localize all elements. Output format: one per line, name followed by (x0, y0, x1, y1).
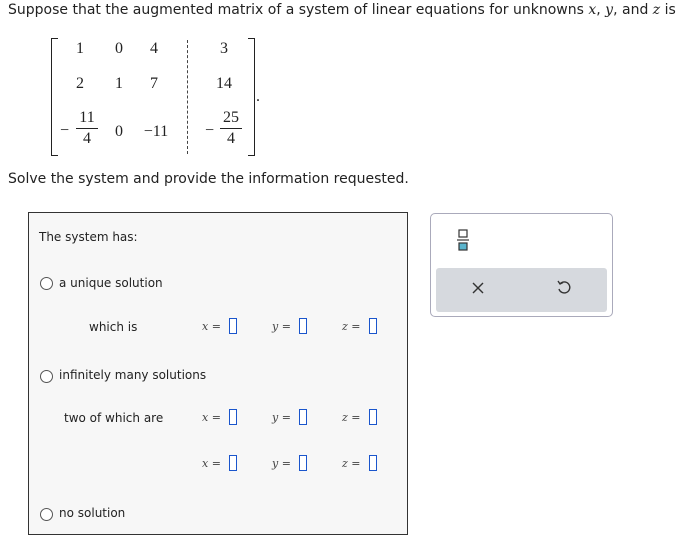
augment-divider (187, 40, 188, 154)
matrix-r3-c1-sign: − (60, 122, 70, 139)
clear-button[interactable] (466, 278, 490, 302)
matrix-r2-c1: 2 (76, 75, 84, 92)
problem-prompt: Suppose that the augmented matrix of a system of linear equations for unknowns x, y, and z is (8, 2, 676, 18)
two-of-which-label: two of which are (64, 411, 164, 425)
matrix-r1-c4: 3 (220, 40, 228, 57)
unique-z-input[interactable] (369, 318, 377, 334)
matrix-r1-c2: 0 (115, 40, 123, 57)
sol2-z-input[interactable] (369, 455, 377, 471)
unique-y-label: y = (272, 320, 291, 333)
matrix-r3-c4-fraction (220, 109, 242, 148)
infinitely-many-label[interactable]: infinitely many solutions (59, 368, 207, 382)
unique-z-label: z = (342, 320, 361, 333)
sol1-x-label: x = (202, 411, 221, 424)
sol2-x-input[interactable] (229, 455, 237, 471)
fraction-numerator: 11 (79, 109, 95, 126)
augmented-matrix (0, 0, 690, 170)
unique-x-label: x = (202, 320, 221, 333)
fraction-icon (456, 228, 470, 252)
tool-action-bar (436, 268, 607, 312)
fraction-bar (220, 128, 242, 129)
sol1-y-input[interactable] (299, 409, 307, 425)
answer-panel (28, 212, 408, 535)
fraction-denominator: 4 (83, 130, 91, 147)
sol2-y-label: y = (272, 457, 291, 470)
fraction-button[interactable] (451, 228, 475, 252)
unique-solution-label[interactable]: a unique solution (59, 276, 163, 290)
sol1-z-label: z = (342, 411, 361, 424)
matrix-r3-c1-fraction (76, 109, 98, 148)
undo-icon (556, 279, 572, 295)
no-solution-label[interactable]: no solution (59, 506, 126, 520)
matrix-left-bracket (51, 38, 58, 156)
matrix-r3-c4-sign: − (205, 122, 215, 139)
sol1-y-label: y = (272, 411, 291, 424)
sol2-y-input[interactable] (299, 455, 307, 471)
unique-x-input[interactable] (229, 318, 237, 334)
fraction-denominator: 4 (227, 130, 235, 147)
math-tool-palette (430, 213, 613, 317)
matrix-right-bracket (248, 38, 255, 156)
sol1-z-input[interactable] (369, 409, 377, 425)
matrix-r3-c3: −11 (143, 123, 169, 140)
which-is-label: which is (89, 320, 138, 334)
matrix-r2-c4: 14 (216, 75, 232, 92)
panel-header: The system has: (39, 230, 138, 244)
fraction-numerator: 25 (223, 109, 239, 126)
matrix-r3-c2: 0 (115, 123, 123, 140)
instruction-text: Solve the system and provide the information requested. (8, 171, 409, 187)
matrix-r2-c2: 1 (115, 75, 123, 92)
matrix-r1-c1: 1 (76, 40, 84, 57)
sol2-z-label: z = (342, 457, 361, 470)
sol2-x-label: x = (202, 457, 221, 470)
sol1-x-input[interactable] (229, 409, 237, 425)
matrix-period: . (256, 88, 260, 105)
close-icon (471, 281, 485, 295)
fraction-bar (76, 128, 98, 129)
radio-unique-solution[interactable] (40, 277, 53, 290)
radio-no-solution[interactable] (40, 508, 53, 521)
unique-y-input[interactable] (299, 318, 307, 334)
matrix-r1-c3: 4 (150, 40, 158, 57)
matrix-r2-c3: 7 (150, 75, 158, 92)
undo-button[interactable] (552, 278, 576, 302)
radio-infinitely-many[interactable] (40, 370, 53, 383)
